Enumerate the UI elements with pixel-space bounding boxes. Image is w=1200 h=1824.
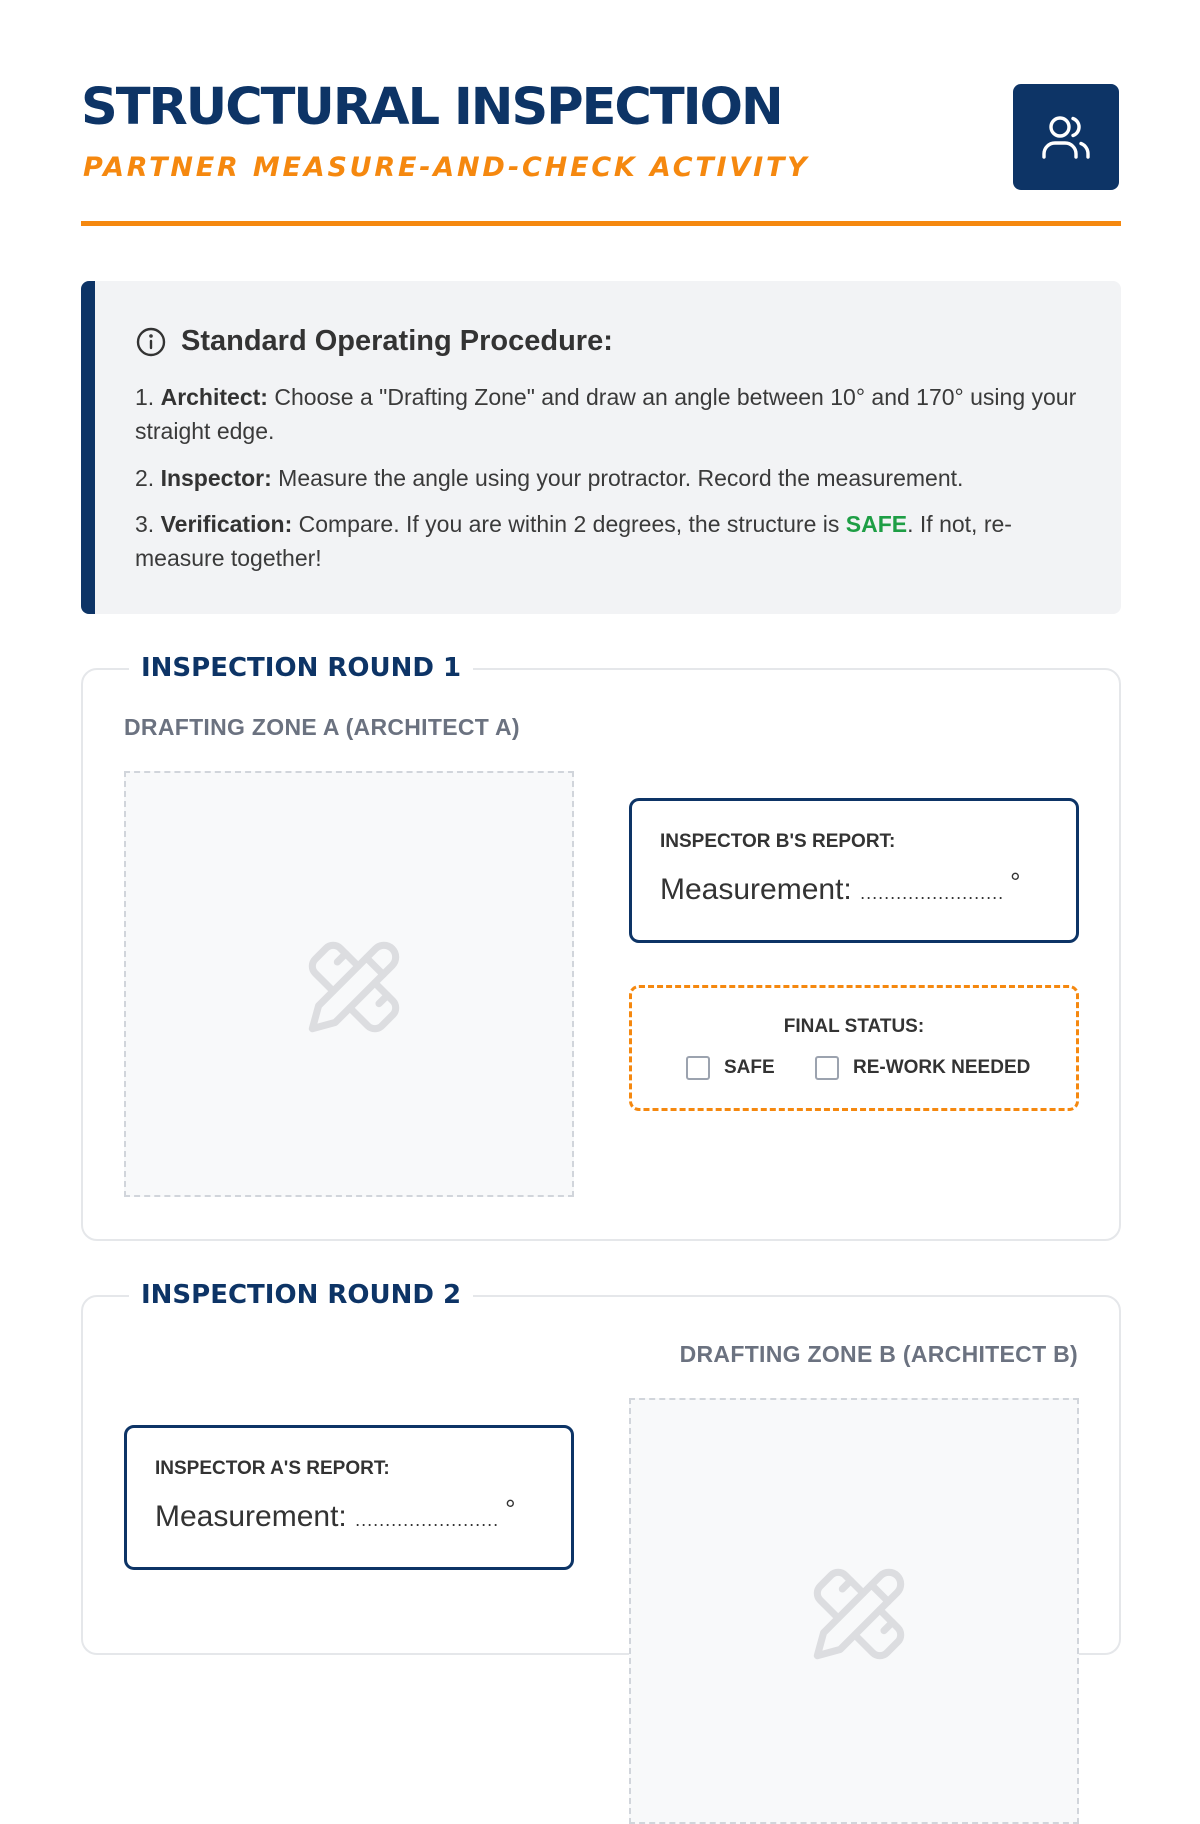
sop-step-2 (135, 461, 1085, 495)
safe-highlight: SAFE (845, 511, 908, 537)
measurement-label: Measurement: (155, 1500, 347, 1533)
final-status-title: FINAL STATUS: (783, 1016, 925, 1037)
inspection-round-2 (81, 1280, 1121, 1655)
drafting-zone-a[interactable] (124, 771, 574, 1197)
status-option-safe[interactable] (686, 1056, 775, 1080)
pencil-ruler-icon (809, 1564, 909, 1664)
sop-step-1 (135, 380, 1085, 448)
step-role: Architect: (160, 384, 268, 410)
drafting-zone-b[interactable] (629, 1398, 1079, 1824)
header-divider (81, 221, 1121, 226)
rework-option-label: RE-WORK NEEDED (853, 1057, 1031, 1078)
degree-symbol: ° (1010, 867, 1021, 897)
step-text: Choose a "Drafting Zone" and draw an angle between 10° and 170° using your straight edge. (135, 384, 1077, 444)
round-1-label: INSPECTION ROUND 1 (129, 651, 473, 685)
status-option-rework[interactable] (815, 1056, 1030, 1080)
step-role: Verification: (160, 511, 293, 537)
sop-heading (135, 325, 613, 358)
pencil-ruler-icon (304, 937, 404, 1037)
inspector-b-report (629, 798, 1079, 943)
rework-checkbox[interactable] (815, 1056, 839, 1080)
info-icon (135, 326, 167, 358)
measurement-field[interactable] (660, 867, 1021, 907)
round-2-label: INSPECTION ROUND 2 (129, 1278, 473, 1312)
sop-step-3 (135, 507, 1085, 575)
measurement-blank[interactable]: ........................ (860, 883, 1005, 903)
step-text: Measure the angle using your protractor. Record the measurement. (271, 465, 964, 491)
drafting-zone-a-label: DRAFTING ZONE A (ARCHITECT A) (124, 714, 520, 740)
step-number: 3. (135, 511, 155, 537)
measurement-blank[interactable]: ........................ (355, 1510, 500, 1530)
users-icon (1040, 113, 1092, 161)
measurement-field[interactable] (155, 1494, 516, 1534)
inspector-a-report (124, 1425, 574, 1570)
page-subtitle: PARTNER MEASURE-AND-CHECK ACTIVITY (83, 152, 810, 183)
step-text-end: . If not, re-measure together! (135, 511, 1012, 571)
measurement-label: Measurement: (660, 873, 852, 906)
report-title: INSPECTOR B'S REPORT: (660, 831, 896, 852)
logo-badge (1013, 84, 1119, 190)
step-role: Inspector: (160, 465, 272, 491)
sop-panel (81, 281, 1121, 614)
safe-option-label: SAFE (724, 1057, 775, 1078)
step-number: 1. (135, 384, 155, 410)
step-number: 2. (135, 465, 155, 491)
degree-symbol: ° (505, 1494, 516, 1524)
drafting-zone-b-label: DRAFTING ZONE B (ARCHITECT B) (679, 1341, 1078, 1367)
page-title: STRUCTURAL INSPECTION (81, 78, 782, 137)
sop-heading-text: Standard Operating Procedure: (181, 325, 613, 357)
step-text: Compare. If you are within 2 degrees, the structure is (292, 511, 846, 537)
final-status-box (629, 985, 1079, 1111)
safe-checkbox[interactable] (686, 1056, 710, 1080)
report-title: INSPECTOR A'S REPORT: (155, 1458, 390, 1479)
inspection-round-1 (81, 653, 1121, 1241)
